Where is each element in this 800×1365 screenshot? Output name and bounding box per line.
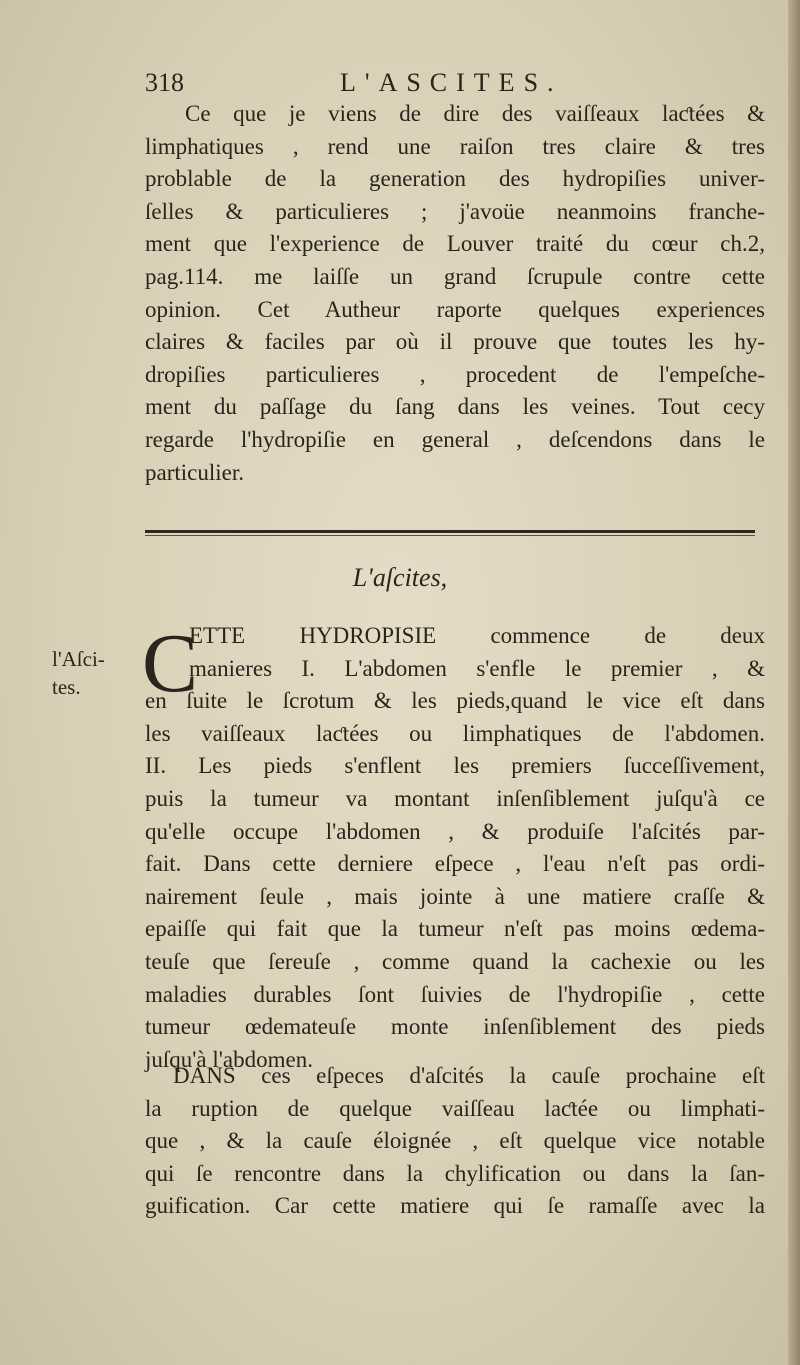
text-line: juſqu'à l'abdomen.	[145, 1046, 313, 1072]
margin-note	[52, 645, 132, 701]
text-line: tumeur œdemateuſe monte inſenſiblement des pieds	[145, 1014, 765, 1040]
text-line: nairement ſeule , mais jointe à une matiere craſſe &	[145, 883, 765, 909]
page-edge	[788, 0, 800, 1365]
text-line: la ruption de quelque vaiſſeau laƈtée ou limphati-	[145, 1095, 765, 1121]
text-line: claires & faciles par où il prouve que toutes les hy-	[145, 329, 765, 355]
text-line: dropiſies particulieres , procedent de l'empeſche-	[145, 361, 765, 387]
text-line: ment du paſſage du ſang dans les veines. Tout cecy	[145, 394, 765, 420]
text-line: qui ſe rencontre dans la chylification ou dans la ſan-	[145, 1160, 765, 1186]
text-line: problable de la generation des hydropiſies univer-	[145, 166, 765, 192]
text-line: regarde l'hydropiſie en general , deſcendons dans le	[145, 426, 765, 452]
text-line: qu'elle occupe l'abdomen , & produiſe l'aſcités par-	[145, 818, 765, 844]
text-line: pag.114. me laiſſe un grand ſcrupule contre cette	[145, 263, 765, 289]
paragraph-2	[145, 620, 765, 1076]
page-number: 318	[145, 68, 184, 97]
text-line: que , & la cauſe éloignée , eſt quelque vice notable	[145, 1128, 765, 1154]
text-line: DANS ces eſpeces d'aſcités la cauſe prochaine eſt	[173, 1063, 765, 1088]
text-line: particulier.	[145, 459, 244, 485]
text-line: epaiſſe qui fait que la tumeur n'eſt pas moins œdema-	[145, 916, 765, 942]
text-line: ETTE HYDROPISIE commence de deux	[189, 623, 765, 648]
text-line: limphatiques , rend une raiſon tres claire & tres	[145, 133, 765, 159]
paragraph-1	[145, 98, 765, 489]
text-line: manieres I. L'abdomen s'enfle le premier , &	[189, 655, 765, 681]
text-line: guification. Car cette matiere qui ſe ramaſſe avec la	[145, 1193, 765, 1219]
text-line: teuſe que ſereuſe , comme quand la cachexie ou les	[145, 948, 765, 974]
text-line: maladies durables ſont ſuivies de l'hydropiſie , cette	[145, 981, 765, 1007]
drop-capital: C	[142, 617, 199, 710]
text-line: ment que l'experience de Louver traité du cœur ch.2,	[145, 231, 765, 257]
paragraph-3	[145, 1060, 765, 1223]
text-line: les vaiſſeaux laƈtées ou limphatiques de l'abdomen.	[145, 720, 765, 746]
text-line: II. Les pieds s'enflent les premiers ſucceſſivement,	[145, 753, 765, 779]
running-title: L'ASCITES.	[340, 68, 563, 97]
text-line: Ce que je viens de dire des vaiſſeaux laƈtées &	[185, 101, 765, 126]
text-line: en ſuite le ſcrotum & les pieds,quand le vice eſt dans	[145, 688, 765, 714]
margin-note-text: l'Aſci- tes.	[52, 647, 105, 699]
text-line: fait. Dans cette derniere eſpece , l'eau n'eſt pas ordi-	[145, 851, 765, 877]
section-divider	[145, 530, 755, 533]
text-line: opinion. Cet Autheur raporte quelques experiences	[145, 296, 765, 322]
text-line: puis la tumeur va montant inſenſiblement juſqu'à ce	[145, 785, 765, 811]
text-line: ſelles & particulieres ; j'avoüe neanmoins franche-	[145, 198, 765, 224]
section-title: L'aſcites,	[352, 563, 448, 592]
